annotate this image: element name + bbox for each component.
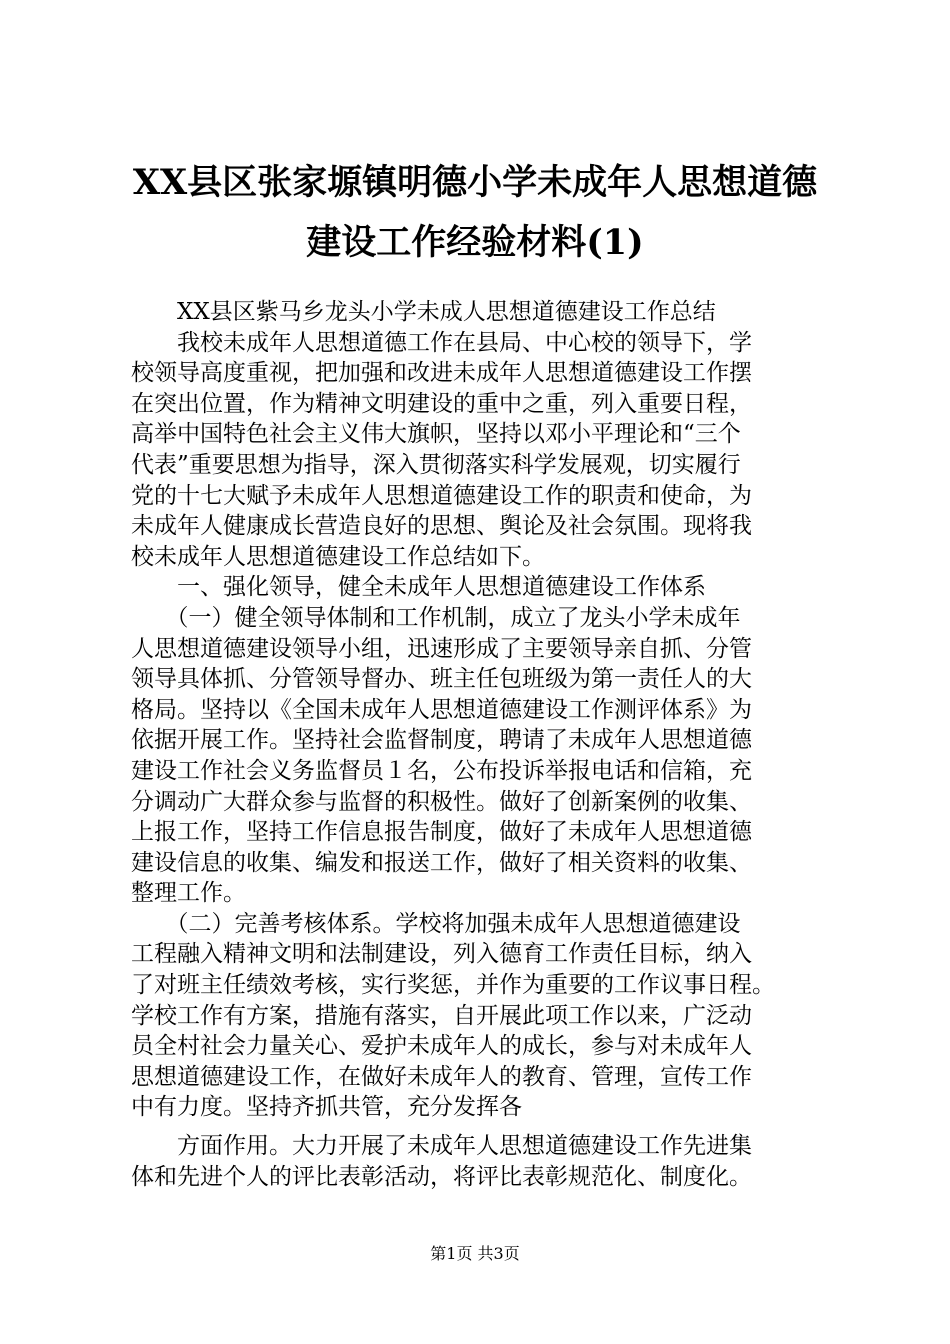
body-line: 思想道德建设工作，在做好未成年人的教育、管理，宣传工作 [131,1063,752,1090]
body-line: 整理工作。 [131,880,246,907]
body-line: 党的十七大赋予未成年人思想道德建设工作的职责和使命，为 [131,482,752,509]
body-line: （二）完善考核体系。学校将加强未成年人思想道德建设 [131,910,741,937]
body-line: 校领导高度重视，把加强和改进未成年人思想道德建设工作摆 [131,360,752,387]
body-line: 我校未成年人思想道德工作在县局、中心校的领导下，学 [131,329,752,356]
body-line: 校未成年人思想道德建设工作总结如下。 [131,543,545,570]
body-line: 领导具体抓、分管领导督办、班主任包班级为第一责任人的大 [131,666,752,693]
body-line: 了对班主任绩效考核，实行奖惩，并作为重要的工作议事日程。 [131,972,775,999]
section-heading: 一、强化领导，健全未成年人思想道德建设工作体系 [131,574,706,601]
document-title-line-1: XX县区张家塬镇明德小学未成年人思想道德 [132,162,818,203]
body-line: 工程融入精神文明和法制建设，列入德育工作责任目标，纳入 [131,941,752,968]
document-body [131,297,831,1192]
body-line: 未成年人健康成长营造良好的思想、舆论及社会氛围。现将我 [131,513,752,540]
body-line: 高举中国特色社会主义伟大旗帜，坚持以邓小平理论和“三个 [131,421,741,448]
body-line: 人思想道德建设领导小组，迅速形成了主要领导亲自抓、分管 [131,635,752,662]
body-line: 方面作用。大力开展了未成年人思想道德建设工作先进集 [131,1133,752,1160]
body-line: 中有力度。坚持齐抓共管，充分发挥各 [131,1094,522,1121]
body-line: XX县区紫马乡龙头小学未成人思想道德建设工作总结 [131,299,716,325]
body-line: 分调动广大群众参与监督的积极性。做好了创新案例的收集、 [131,788,752,815]
body-line: 体和先进个人的评比表彰活动，将评比表彰规范化、制度化。 [131,1163,752,1190]
document-title-line-2: 建设工作经验材料(1) [306,222,644,263]
body-line: 员全村社会力量关心、爱护未成年人的成长，参与对未成年人 [131,1033,752,1060]
body-line: 代表”重要思想为指导，深入贯彻落实科学发展观，切实履行 [131,451,741,478]
page-footer: 第1页 共3页 [430,1244,520,1263]
body-line: 上报工作，坚持工作信息报告制度，做好了未成年人思想道德 [131,819,752,846]
body-line: 建设工作社会义务监督员１名，公布投诉举报电话和信箱，充 [131,757,752,784]
body-line: 建设信息的收集、编发和报送工作，做好了相关资料的收集、 [131,849,752,876]
body-line: 在突出位置，作为精神文明建设的重中之重，列入重要日程， [131,390,752,417]
body-line: （一）健全领导体制和工作机制，成立了龙头小学未成年 [131,604,741,631]
body-line: 依据开展工作。坚持社会监督制度，聘请了未成年人思想道德 [131,727,752,754]
body-line: 学校工作有方案，措施有落实，自开展此项工作以来，广泛动 [131,1002,752,1029]
body-line: 格局。坚持以《全国未成年人思想道德建设工作测评体系》为 [131,696,752,723]
